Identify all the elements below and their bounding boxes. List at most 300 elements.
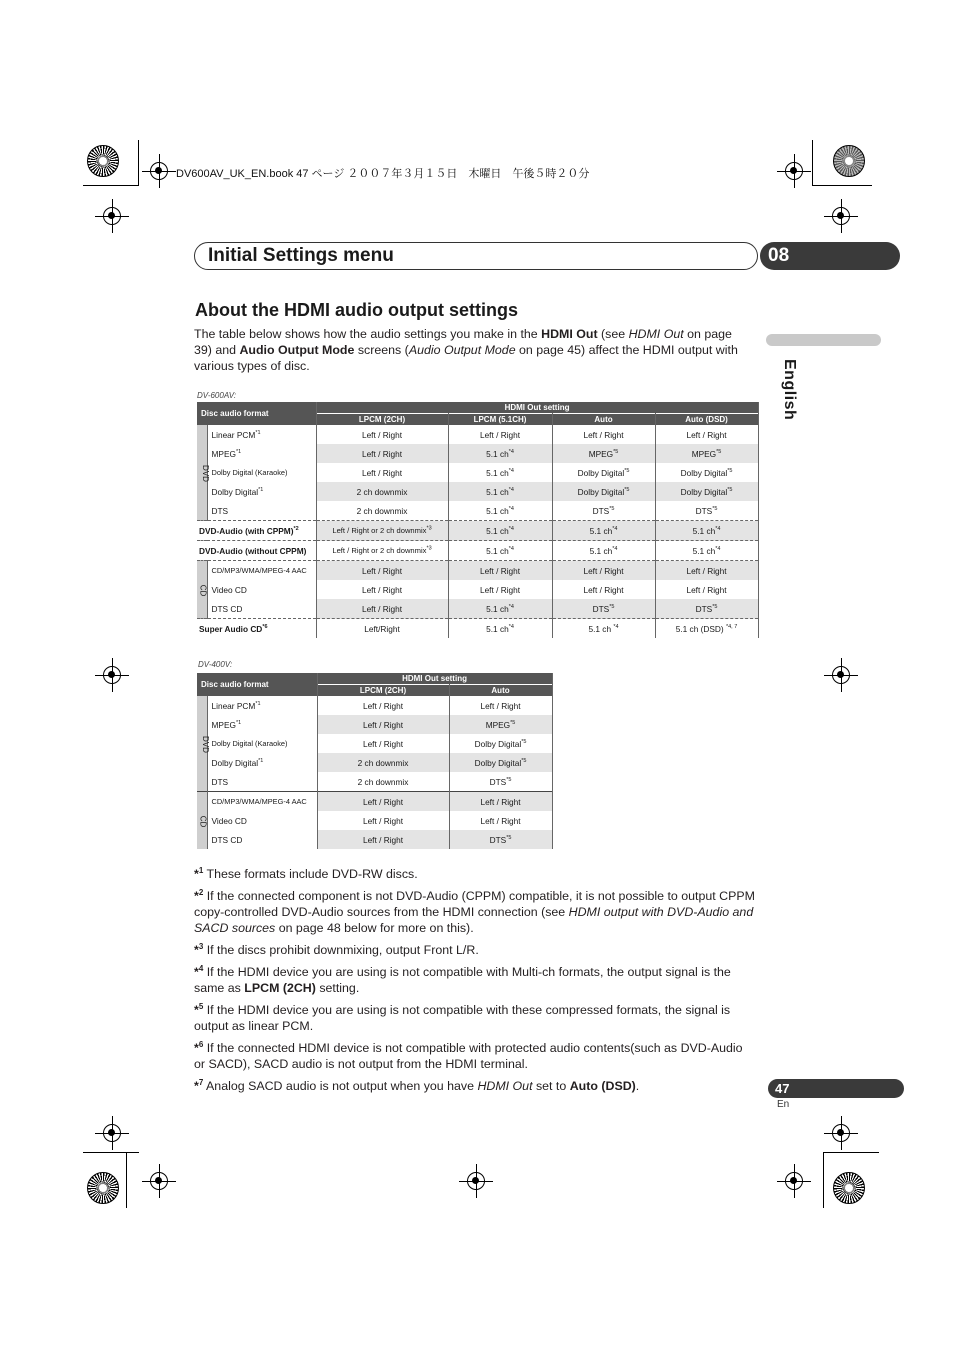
footnote-ref: *4 <box>612 545 618 552</box>
footnote-ref: *4 <box>508 603 514 610</box>
column-header: LPCM (5.1CH) <box>448 414 552 426</box>
footnote-mark: *$^4$ <box>194 963 204 979</box>
group-label <box>197 792 207 850</box>
star-target-icon <box>833 1172 865 1204</box>
table-cell <box>552 444 655 463</box>
table-cell <box>448 580 552 599</box>
registration-mark-icon <box>103 207 121 225</box>
star-target-icon <box>87 145 119 177</box>
table-cell <box>316 444 448 463</box>
row-label <box>207 580 316 599</box>
table-cell <box>316 619 448 639</box>
text-run: (see <box>597 327 629 341</box>
cell-text: Dolby Digital (Karaoke) <box>211 739 288 748</box>
group-label <box>197 425 210 521</box>
page-number: 47 <box>775 1081 790 1096</box>
footnote-ref: *4 <box>508 623 514 630</box>
table-cell <box>655 482 758 501</box>
row-label <box>207 482 316 501</box>
footnote <box>194 1078 756 1094</box>
table-row <box>197 753 552 772</box>
row-label <box>207 772 317 792</box>
text-run: HDMI Out <box>477 1079 533 1093</box>
cell-text: 5.1 ch (DSD) <box>675 623 726 634</box>
table-row <box>197 521 758 541</box>
row-label <box>197 521 316 541</box>
footnotes <box>194 866 756 1100</box>
cell-text: 5.1 ch <box>692 525 716 536</box>
cell-text: Left / Right <box>361 467 403 478</box>
text-run: If the connected component is not DVD-Audio (CPPM) compatible, it is not possible to output CPPM copy-controlled DVD-Audio sources from the HDMI connection (see <box>194 889 755 919</box>
footnote-mark: *$^5$ <box>194 1001 204 1017</box>
cell-text: 5.1 ch <box>589 525 613 536</box>
cell-text: 5.1 ch <box>486 448 509 459</box>
cell-text: 5.1 ch <box>486 467 509 478</box>
row-label <box>207 444 316 463</box>
cell-text: Dolby Digital <box>474 738 522 749</box>
footnote-ref: *4 <box>715 545 721 552</box>
table-cell <box>552 501 655 521</box>
file-info-text: DV600AV_UK_EN.book 47 ページ ２００７年３月１５日 木曜日 午後５時２０分 <box>176 168 590 180</box>
cell-text: DVD-Audio (with CPPM) <box>199 525 294 536</box>
cell-text: Left / Right <box>362 834 404 845</box>
registration-mark-icon <box>103 666 121 684</box>
crop-mark <box>138 140 139 186</box>
registration-mark-icon <box>467 1172 485 1190</box>
table-cell <box>317 715 449 734</box>
footnote-ref: *1 <box>235 719 242 726</box>
footnote-ref: *5 <box>712 603 718 610</box>
cell-text: Left / Right <box>480 815 521 826</box>
footnote-ref: *5 <box>712 505 718 512</box>
table-row <box>197 501 758 521</box>
text-run: HDMI Out <box>541 327 598 341</box>
row-label <box>207 696 317 715</box>
table-cell <box>552 482 655 501</box>
cell-text: 5.1 ch <box>589 545 613 556</box>
table-cell <box>448 444 552 463</box>
text-run: . <box>635 1079 640 1093</box>
group-label <box>197 561 207 619</box>
row-label <box>207 561 316 581</box>
table-cell <box>317 772 449 792</box>
model-label: DV-600AV: <box>197 391 237 400</box>
footnote <box>194 866 756 882</box>
cell-text: Left / Right <box>479 584 521 595</box>
table-cell <box>552 561 655 581</box>
table-cell <box>655 580 758 599</box>
footnote-ref: *5 <box>727 467 733 474</box>
cell-text: Dolby Digital <box>211 757 259 768</box>
cell-text: CD/MP3/WMA/MPEG-4 AAC <box>211 566 307 575</box>
footnote-ref: *4 <box>508 486 514 493</box>
table-header-row <box>197 402 758 414</box>
cell-text: Left / Right <box>686 429 727 440</box>
model-label: DV-400V: <box>198 660 233 669</box>
text-run: If the HDMI device you are using is not compatible with these compressed formats, the signal is output as linear PCM. <box>194 1003 731 1033</box>
cell-text: Left / Right <box>362 796 404 807</box>
cell-text: Dolby Digital <box>577 486 625 497</box>
group-label <box>197 696 210 792</box>
footnote-ref: *5 <box>506 776 512 783</box>
footnote-ref: *4, 7 <box>725 623 738 630</box>
footnote-number: 6 <box>198 1039 204 1049</box>
registration-mark-icon <box>103 1124 121 1142</box>
table-cell <box>655 425 758 444</box>
group-label-text: DVD <box>200 464 210 482</box>
table-cell <box>655 599 758 619</box>
group-label-text: CD <box>198 815 208 827</box>
cell-text: 2 ch downmix <box>357 776 409 787</box>
page-language: En <box>777 1099 790 1110</box>
cell-text: 2 ch downmix <box>356 486 408 497</box>
cell-text: Left / Right <box>479 429 521 440</box>
registration-mark-icon <box>150 162 168 180</box>
footnote-ref: *4 <box>613 623 619 630</box>
cell-text: DTS <box>489 776 507 787</box>
text-run: Audio Output Mode <box>408 343 516 357</box>
footnote-ref: *4 <box>508 448 514 455</box>
cell-text: DTS <box>592 603 610 614</box>
table-row <box>197 425 758 444</box>
table-cell <box>552 463 655 482</box>
registration-mark-icon <box>150 1172 168 1190</box>
crop-mark <box>83 185 139 186</box>
footnote-ref: *4 <box>715 525 721 532</box>
table-row <box>197 696 552 715</box>
footnote <box>194 1040 756 1072</box>
row-label <box>197 541 316 561</box>
footnote-number: 4 <box>198 963 204 973</box>
text-run: If the connected HDMI device is not compatible with protected audio contents(such as DVD-Audio or SACD), SACD audio is not output from the HDMI terminal. <box>194 1041 743 1071</box>
cell-text: Left / Right <box>361 565 403 576</box>
cell-text: Left / Right <box>362 738 404 749</box>
column-header: LPCM (2CH) <box>317 685 449 697</box>
text-run: on page 48 below for more on this). <box>275 921 474 935</box>
cell-text: Dolby Digital (Karaoke) <box>211 468 288 477</box>
cell-text: Left / Right <box>583 429 624 440</box>
cell-text: 5.1 ch <box>486 603 509 614</box>
text-run: The table below shows how the audio settings you make in the <box>194 327 542 341</box>
cell-text: 5.1 ch <box>486 486 509 497</box>
footnote-ref: *4 <box>612 525 618 532</box>
footnote-mark: *$^3$ <box>194 941 204 957</box>
footnote-mark: *$^2$ <box>194 887 204 903</box>
side-language-label: English <box>781 359 798 421</box>
cell-text: Left / Right <box>583 565 624 576</box>
cell-text: Left / Right <box>362 719 404 730</box>
table-cell <box>448 463 552 482</box>
cell-text: MPEG <box>485 719 511 730</box>
table-cell <box>655 521 758 541</box>
table-row <box>197 734 552 753</box>
footnote-number: 7 <box>198 1077 204 1087</box>
star-target-icon <box>833 145 865 177</box>
crop-mark <box>823 1152 879 1153</box>
text-run: Analog SACD audio is not output when you have <box>203 1079 478 1093</box>
table-cell <box>448 425 552 444</box>
text-run: HDMI output with DVD-Audio and SACD sources <box>194 905 754 935</box>
cell-text: Left / Right <box>686 584 727 595</box>
table-row <box>197 792 552 812</box>
cell-text: 5.1 ch <box>486 623 509 634</box>
cell-text: Linear PCM <box>211 700 256 711</box>
footnote-ref: *5 <box>506 834 512 841</box>
footnote-ref: *5 <box>521 757 527 764</box>
text-run: If the HDMI device you are using is not compatible with Multi-ch formats, the output signal is the same as <box>194 965 731 995</box>
column-header: Auto (DSD) <box>655 414 758 426</box>
crop-mark <box>812 185 872 186</box>
cell-text: Left / Right <box>362 700 404 711</box>
table-cell <box>449 753 552 772</box>
table-cell <box>449 734 552 753</box>
table-cell <box>316 482 448 501</box>
table-cell <box>449 811 552 830</box>
footnote-mark: *$^7$ <box>194 1077 204 1093</box>
footnote-ref: *5 <box>613 448 619 455</box>
column-header: Auto <box>449 685 552 697</box>
hdmi-table-dv600av <box>197 402 759 638</box>
table-cell <box>448 501 552 521</box>
cell-text: Left / Right <box>480 700 521 711</box>
cell-text: Left / Right <box>479 565 521 576</box>
cell-text: MPEG <box>691 448 717 459</box>
footnote-ref: *5 <box>609 603 615 610</box>
table-row <box>197 444 758 463</box>
table-cell <box>552 521 655 541</box>
cell-text: Dolby Digital <box>474 757 522 768</box>
table-row <box>197 463 758 482</box>
cell-text: Left / Right <box>361 603 403 614</box>
table-row <box>197 811 552 830</box>
chapter-number: 08 <box>768 245 790 266</box>
table-cell <box>655 619 758 639</box>
table-cell <box>316 580 448 599</box>
cell-text: Dolby Digital <box>680 486 728 497</box>
table-cell <box>448 541 552 561</box>
table-cell <box>317 734 449 753</box>
table-cell <box>316 463 448 482</box>
cell-text: 5.1 ch <box>486 545 509 556</box>
row-label <box>207 425 316 444</box>
table-row <box>197 619 758 639</box>
cell-text: 2 ch downmix <box>356 505 408 516</box>
footnote-ref: *3 <box>426 545 432 552</box>
table-row <box>197 482 758 501</box>
registration-mark-icon <box>785 162 803 180</box>
cell-text: 5.1 ch <box>692 545 716 556</box>
table-row <box>197 715 552 734</box>
cell-text: DTS <box>592 505 610 516</box>
crop-mark <box>823 1152 824 1208</box>
text-run: These formats include DVD-RW discs. <box>203 867 418 881</box>
crop-mark <box>126 1152 127 1208</box>
group-label-text: DVD <box>200 735 210 753</box>
text-run: Audio Output Mode <box>239 343 355 357</box>
table-row <box>197 599 758 619</box>
footnote-ref: *1 <box>235 448 242 455</box>
footnote-ref: *4 <box>508 545 514 552</box>
table-cell <box>655 541 758 561</box>
cell-text: Dolby Digital <box>211 486 259 497</box>
footnote-ref: *1 <box>255 700 261 707</box>
crop-mark <box>812 140 813 186</box>
table-cell <box>449 792 552 812</box>
star-target-icon <box>87 1172 119 1204</box>
table-cell <box>448 599 552 619</box>
text-run: screens ( <box>354 343 409 357</box>
footnote-ref: *2 <box>293 525 299 532</box>
section-title: About the HDMI audio output settings <box>195 300 518 320</box>
cell-text: Left / Right or 2 ch downmix <box>332 546 427 555</box>
disc-format-header: Disc audio format <box>197 673 317 696</box>
footnote-ref: *1 <box>258 757 264 764</box>
footnote <box>194 888 756 936</box>
cell-text: MPEG <box>211 719 236 730</box>
cell-text: 2 ch downmix <box>357 757 409 768</box>
cell-text: 5.1 ch <box>588 623 614 634</box>
table-cell <box>449 772 552 792</box>
text-run: Auto (DSD) <box>569 1079 636 1093</box>
table-row <box>197 580 758 599</box>
footnote-ref: *5 <box>624 486 630 493</box>
table-cell <box>655 444 758 463</box>
cell-text: Left / Right <box>361 429 403 440</box>
text-run: LPCM (2CH) <box>244 981 316 995</box>
intro-paragraph <box>194 326 750 374</box>
row-label <box>207 463 316 482</box>
row-label <box>207 599 316 619</box>
footnote-ref: *3 <box>426 525 432 532</box>
footnote-number: 1 <box>198 865 204 875</box>
cell-text: 5.1 ch <box>486 525 509 536</box>
cell-text: Left / Right <box>361 584 403 595</box>
table-cell <box>552 599 655 619</box>
column-header: Auto <box>552 414 655 426</box>
table-header-row <box>197 673 552 685</box>
cell-text: Left / Right <box>361 448 403 459</box>
table-cell <box>317 792 449 812</box>
table-cell <box>317 811 449 830</box>
footnote-ref: *4 <box>508 525 514 532</box>
footnote-ref: *5 <box>624 467 630 474</box>
cell-text: DTS CD <box>211 834 243 845</box>
footnote-ref: *5 <box>716 448 722 455</box>
text-run: set to <box>532 1079 570 1093</box>
footnote <box>194 964 756 996</box>
table-cell <box>317 696 449 715</box>
row-label <box>207 753 317 772</box>
side-tab <box>766 334 881 346</box>
group-label-text: CD <box>198 584 208 596</box>
table-cell <box>317 830 449 849</box>
header-title: Initial Settings menu <box>208 245 394 266</box>
footnote-mark: *$^6$ <box>194 1039 204 1055</box>
cell-text: Left / Right <box>480 796 521 807</box>
row-label <box>197 619 316 639</box>
cell-text: Left / Right or 2 ch downmix <box>332 526 427 535</box>
table-row <box>197 772 552 792</box>
table-cell <box>552 619 655 639</box>
hdmi-out-header: HDMI Out setting <box>316 402 758 414</box>
crop-mark <box>83 1152 139 1153</box>
row-label <box>207 734 317 753</box>
table-cell <box>316 541 448 561</box>
disc-format-header: Disc audio format <box>197 402 316 425</box>
cell-text: DTS <box>695 505 713 516</box>
cell-text: DTS CD <box>211 603 243 614</box>
cell-text: Left/Right <box>364 623 400 634</box>
cell-text: Left / Right <box>362 815 404 826</box>
cell-text: DTS <box>211 505 229 516</box>
text-run: setting. <box>315 981 360 995</box>
cell-text: Super Audio CD <box>199 623 263 634</box>
table-cell <box>449 715 552 734</box>
footnote-number: 2 <box>198 887 204 897</box>
footnote-ref: *5 <box>521 738 527 745</box>
table-cell <box>316 425 448 444</box>
text-run: HDMI Out <box>628 327 684 341</box>
text-run: on page 39) and <box>194 327 732 357</box>
cell-text: DVD-Audio (without CPPM) <box>199 545 307 556</box>
table-cell <box>552 541 655 561</box>
cell-text: DTS <box>695 603 713 614</box>
registration-mark-icon <box>832 666 850 684</box>
row-label <box>207 830 317 849</box>
hdmi-out-header: HDMI Out setting <box>317 673 552 685</box>
registration-mark-icon <box>832 1124 850 1142</box>
table-cell <box>552 425 655 444</box>
footnote-ref: *5 <box>510 719 516 726</box>
cell-text: Left / Right <box>686 565 727 576</box>
table-cell <box>552 580 655 599</box>
cell-text: Dolby Digital <box>680 467 728 478</box>
row-label <box>207 501 316 521</box>
cell-text: MPEG <box>588 448 614 459</box>
table-cell <box>449 696 552 715</box>
footnote-ref: *5 <box>609 505 615 512</box>
cell-text: CD/MP3/WMA/MPEG-4 AAC <box>211 797 307 806</box>
table-cell <box>316 501 448 521</box>
row-label <box>207 792 317 812</box>
table-cell <box>316 599 448 619</box>
table-row <box>197 541 758 561</box>
table-cell <box>448 521 552 541</box>
table-cell <box>655 561 758 581</box>
footnote-ref: *6 <box>262 623 268 630</box>
cell-text: DTS <box>489 834 507 845</box>
cell-text: Linear PCM <box>211 429 256 440</box>
column-header: LPCM (2CH) <box>316 414 448 426</box>
table-cell <box>316 521 448 541</box>
cell-text: DTS <box>211 776 229 787</box>
cell-text: Left / Right <box>583 584 624 595</box>
footnote <box>194 1002 756 1034</box>
row-label <box>207 715 317 734</box>
registration-mark-icon <box>832 207 850 225</box>
cell-text: Video CD <box>211 815 247 826</box>
footnote-number: 3 <box>198 941 204 951</box>
footnote-ref: *1 <box>255 429 261 436</box>
table-cell <box>448 561 552 581</box>
table-cell <box>316 561 448 581</box>
registration-mark-icon <box>785 1172 803 1190</box>
cell-text: Video CD <box>211 584 247 595</box>
table-row <box>197 830 552 849</box>
cell-text: MPEG <box>211 448 236 459</box>
footnote-mark: *$^1$ <box>194 865 204 881</box>
cell-text: Dolby Digital <box>577 467 625 478</box>
